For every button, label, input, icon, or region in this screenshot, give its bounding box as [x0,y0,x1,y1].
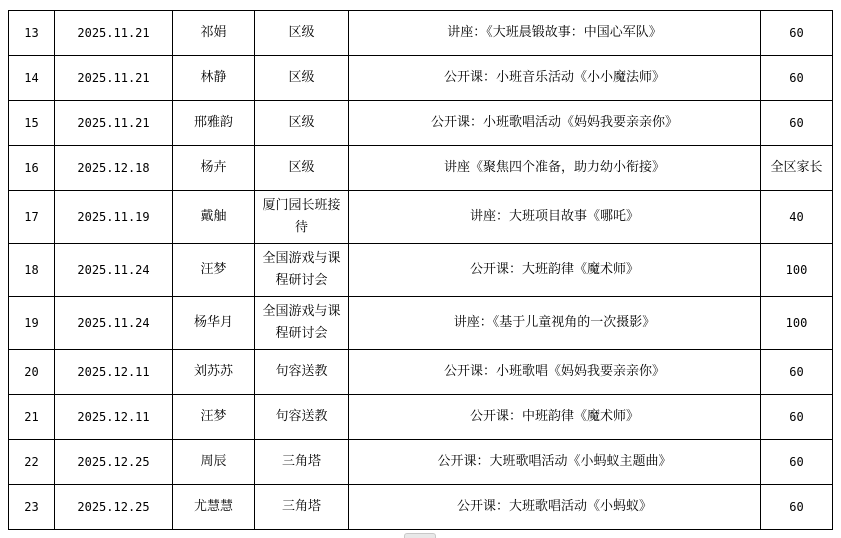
table-row [9,56,833,101]
activity-topic: 公开课：小班音乐活动《小小魔法师》 [349,56,761,101]
row-number: 20 [9,350,55,395]
row-number: 14 [9,56,55,101]
row-number: 13 [9,11,55,56]
row-number: 17 [9,191,55,244]
presenter-name: 祁娟 [173,11,255,56]
activity-level: 区级 [255,56,349,101]
table-row [9,485,833,530]
audience-count: 60 [761,440,833,485]
activity-topic: 公开课：小班歌唱活动《妈妈我要亲亲你》 [349,101,761,146]
row-number: 15 [9,101,55,146]
audience-count: 100 [761,297,833,350]
activity-topic: 公开课：大班歌唱活动《小蚂蚁》 [349,485,761,530]
presenter-name: 刘苏苏 [173,350,255,395]
activity-level: 区级 [255,146,349,191]
activity-topic: 公开课：中班韵律《魔术师》 [349,395,761,440]
activity-level: 区级 [255,101,349,146]
audience-count: 60 [761,395,833,440]
row-number: 23 [9,485,55,530]
activity-level: 三角塔 [255,440,349,485]
presenter-name: 周辰 [173,440,255,485]
horizontal-scrollbar-thumb[interactable] [404,533,436,538]
table-row [9,395,833,440]
row-number: 19 [9,297,55,350]
activity-level: 全国游戏与课程研讨会 [255,244,349,297]
audience-count: 60 [761,56,833,101]
presenter-name: 尤慧慧 [173,485,255,530]
presenter-name: 戴舳 [173,191,255,244]
activity-date: 2025.12.25 [55,485,173,530]
audience-count: 60 [761,350,833,395]
presenter-name: 汪梦 [173,395,255,440]
activity-date: 2025.11.24 [55,297,173,350]
table-row [9,350,833,395]
activity-level: 区级 [255,11,349,56]
row-number: 18 [9,244,55,297]
activity-date: 2025.11.21 [55,11,173,56]
audience-count: 全区家长 [761,146,833,191]
table-body [9,11,833,530]
table-row [9,101,833,146]
table-row [9,297,833,350]
audience-count: 60 [761,485,833,530]
activity-level: 句容送教 [255,350,349,395]
activity-date: 2025.12.18 [55,146,173,191]
activity-date: 2025.12.11 [55,350,173,395]
presenter-name: 杨华月 [173,297,255,350]
activity-topic: 讲座：《大班晨锻故事：中国心军队》 [349,11,761,56]
activity-topic: 公开课：大班韵律《魔术师》 [349,244,761,297]
activity-topic: 公开课：大班歌唱活动《小蚂蚁主题曲》 [349,440,761,485]
row-number: 16 [9,146,55,191]
activity-date: 2025.12.25 [55,440,173,485]
activity-date: 2025.12.11 [55,395,173,440]
activity-table [8,10,833,530]
activity-level: 句容送教 [255,395,349,440]
activity-topic: 讲座：大班项目故事《哪吒》 [349,191,761,244]
activity-date: 2025.11.21 [55,56,173,101]
activity-level: 厦门园长班接待 [255,191,349,244]
table-row [9,440,833,485]
audience-count: 40 [761,191,833,244]
presenter-name: 汪梦 [173,244,255,297]
presenter-name: 杨卉 [173,146,255,191]
table-row [9,146,833,191]
activity-topic: 讲座《聚焦四个准备，助力幼小衔接》 [349,146,761,191]
activity-date: 2025.11.24 [55,244,173,297]
row-number: 22 [9,440,55,485]
table-row [9,244,833,297]
table-row [9,11,833,56]
presenter-name: 林静 [173,56,255,101]
presenter-name: 邢雅韵 [173,101,255,146]
activity-topic: 公开课：小班歌唱《妈妈我要亲亲你》 [349,350,761,395]
audience-count: 60 [761,11,833,56]
activity-level: 三角塔 [255,485,349,530]
activity-topic: 讲座：《基于儿童视角的一次摄影》 [349,297,761,350]
row-number: 21 [9,395,55,440]
activity-level: 全国游戏与课程研讨会 [255,297,349,350]
audience-count: 100 [761,244,833,297]
audience-count: 60 [761,101,833,146]
activity-date: 2025.11.21 [55,101,173,146]
activity-date: 2025.11.19 [55,191,173,244]
table-row [9,191,833,244]
